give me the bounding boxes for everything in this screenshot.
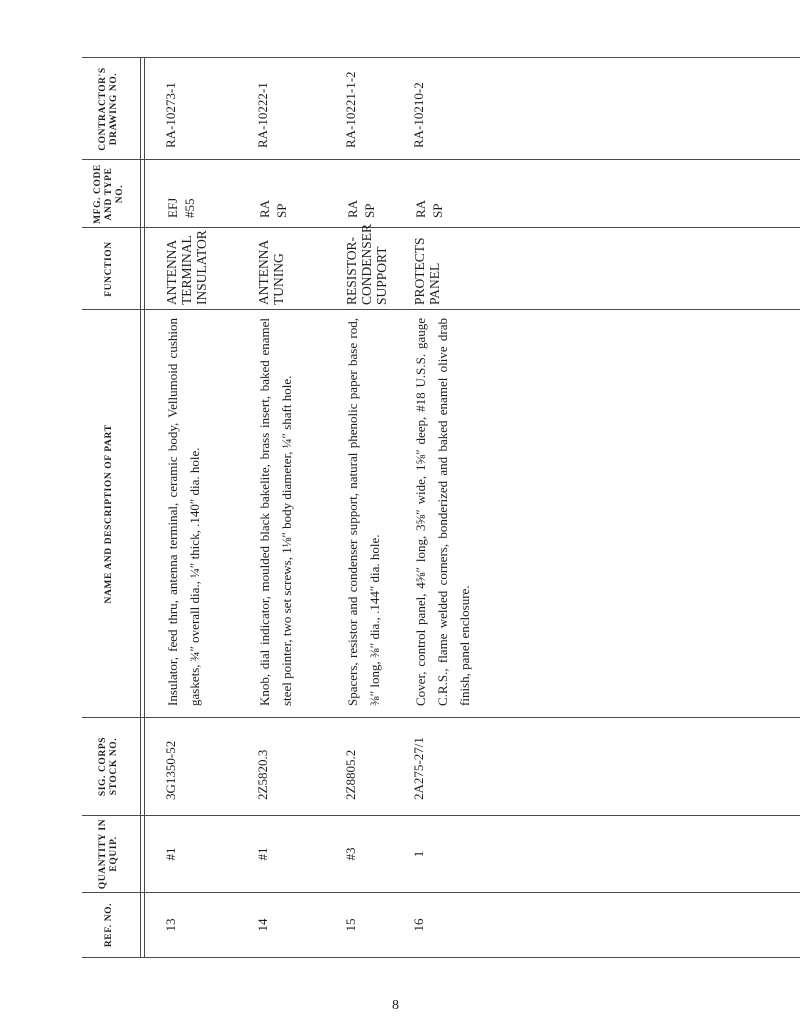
header-rule-double [144, 58, 145, 958]
row-function: RESISTOR- CONDENSER SUPPORT [344, 223, 389, 305]
header-mfg: MFG. CODE AND TYPE NO. [92, 164, 125, 224]
row-ref: 16 [411, 918, 426, 932]
row-mfg: RA SP [345, 199, 377, 218]
row-ref: 13 [163, 918, 178, 932]
header-description: NAME AND DESCRIPTION OF PART [103, 424, 114, 604]
column-divider [82, 815, 800, 816]
header-ref: REF. NO. [103, 902, 114, 948]
row-drawing: RA-10221-1-2 [343, 71, 358, 148]
row-function: ANTENNA TUNING [256, 239, 286, 305]
parts-table [80, 58, 800, 958]
header-quantity: QUANTITY IN EQUIP. [98, 818, 119, 890]
row-mfg: RA SP [257, 199, 289, 218]
header-function: FUNCTION [103, 241, 114, 297]
row-description: Spacers, resistor and condenser support, natural phenolic paper base rod, ⅜″ long, ⅜″ dia., .144″ dia. hole. [345, 318, 382, 706]
row-mfg: RA SP [413, 199, 445, 218]
page-number: 8 [392, 998, 399, 1013]
row-quantity: 1 [411, 850, 426, 858]
column-divider [82, 892, 800, 893]
row-function: ANTENNA TERMINAL INSULATOR [164, 230, 209, 305]
row-quantity: #1 [163, 847, 178, 861]
row-drawing: RA-10210-2 [411, 82, 426, 148]
row-mfg: EFJ #55 [165, 197, 197, 218]
row-description: Cover, control panel, 4⅝″ long, 3⅝″ wide, 1⅝″ deep, #18 U.S.S. gauge C.R.S., flame welded corners, bonderized and baked enamel olive drab finish, panel enclosure. [413, 318, 472, 706]
row-ref: 15 [343, 918, 358, 932]
row-stock: 2Z5820.3 [255, 749, 270, 800]
row-quantity: #1 [255, 847, 270, 861]
column-divider [82, 227, 800, 228]
row-description: Insulator, feed thru, antenna terminal, ceramic body, Vellumoid cushion gaskets, ¾″ overall dia., ¼″ thick, .140″ dia. hole. [165, 318, 202, 706]
table-border-right [82, 57, 800, 58]
header-drawing: CONTRACTOR'S DRAWING NO. [98, 67, 119, 151]
row-drawing: RA-10273-1 [163, 82, 178, 148]
row-ref: 14 [255, 918, 270, 932]
row-description: Knob, dial indicator, moulded black bakelite, brass insert, baked enamel steel pointer, two set screws, 1⅛″ body diameter, ¼″ shaft hole. [257, 318, 294, 706]
row-drawing: RA-10222-1 [255, 82, 270, 148]
column-divider [82, 309, 800, 310]
header-stock: SIG. CORPS STOCK NO. [98, 736, 119, 797]
table-border-left [82, 957, 800, 958]
column-divider [82, 159, 800, 160]
row-stock: 2A275-27/1 [411, 737, 426, 800]
header-rule [140, 58, 141, 958]
row-stock: 3G1350-52 [163, 740, 178, 800]
column-divider [82, 717, 800, 718]
row-function: PROTECTS PANEL [412, 237, 442, 305]
row-stock: 2Z8805.2 [343, 749, 358, 800]
row-quantity: #3 [343, 847, 358, 861]
